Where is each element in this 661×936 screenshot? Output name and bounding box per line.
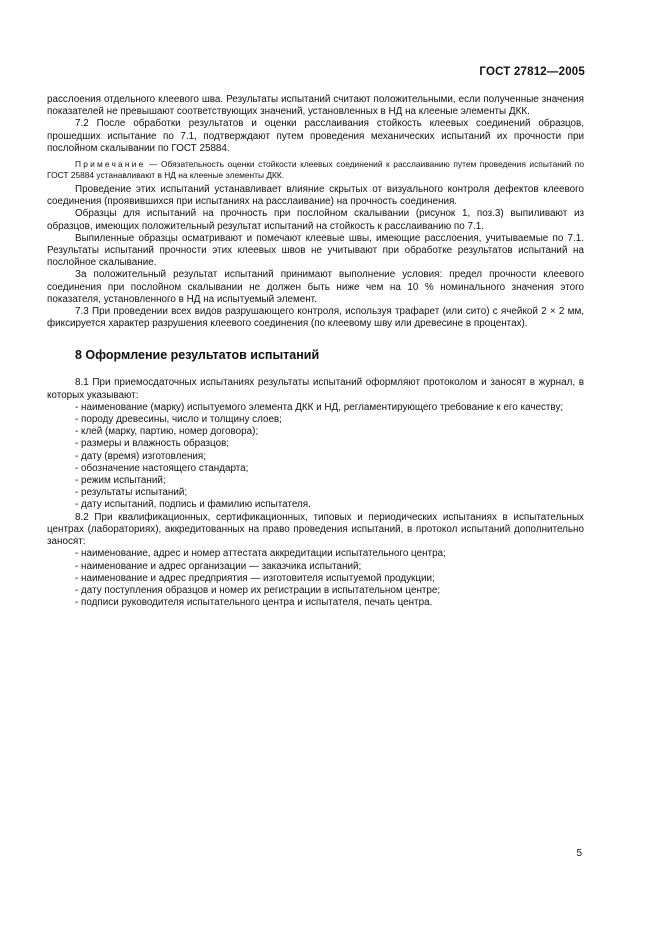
list-item: - размеры и влажность образцов;: [75, 438, 230, 450]
paragraph-7-2: 7.2 После обработки результатов и оценки расслаивания стойкость клеевых соединений образцов, прошедших испытание по 7.1, подтверждают путем проведения механических испытаний их прочности при послойном скалывании по ГОСТ 25884.: [47, 118, 584, 154]
list-item: - наименование, адрес и номер аттестата аккредитации испытательного центра;: [75, 548, 446, 560]
paragraph: Образцы для испытаний на прочность при послойном скалывании (рисунок 1, поз.3) выпиливают из образцов, имеющих положительный результат испытаний на стойкость к расслаиванию по 7.1.: [47, 208, 584, 232]
list-item: - обозначение настоящего стандарта;: [75, 462, 249, 474]
paragraph-7-3: 7.3 При проведении всех видов разрушающего контроля, используя трафарет (или сито) с ячейкой 2 × 2 мм, фиксируется характер разрушения клеевого соединения (по клеевому шву или древесине в процентах).: [47, 306, 584, 330]
list-item: - дату испытаний, подпись и фамилию испытателя.: [75, 499, 311, 511]
paragraph-8-1: 8.1 При приемосдаточных испытаниях результаты испытаний оформляют протоколом и заносят в журнал, в которых указывают:: [47, 377, 584, 401]
list-item: - породу древесины, число и толщину слоев;: [75, 414, 282, 426]
list-item: - подписи руководителя испытательного центра и испытателя, печать центра.: [75, 597, 433, 609]
paragraph: За положительный результат испытаний принимают выполнение условия: предел прочности клеевого соединения при послойном скалывании не должен быть ниже чем на 10 % номинального значения этого показателя, установленного в НД на испытуемый элемент.: [47, 269, 584, 305]
page-number: 5: [576, 848, 582, 859]
list-item: - дату поступления образцов и номер их регистрации в испытательном центре;: [75, 584, 441, 596]
standard-code: ГОСТ 27812—2005: [479, 66, 585, 78]
list-item: - результаты испытаний;: [75, 487, 188, 499]
paragraph: Проведение этих испытаний устанавливает влияние скрытых от визуального контроля дефектов клеевого соединения (проявившихся при испытаниях на расслаивание) на прочность соединения.: [47, 184, 584, 208]
paragraph: Выпиленные образцы осматривают и помечают клеевые швы, имеющие расслоения, учитываемые по 7.1. Результаты испытаний прочности этих клеевых швов не учитывают при обработке результатов испытаний на послойное скалывание.: [47, 232, 584, 269]
section-title: 8 Оформление результатов испытаний: [75, 348, 320, 363]
note-text: — Обязательность оценки стойкости клеевых соединений к расслаиванию путем проведения испытаний по ГОСТ 25884 устанавливают в НД на клееные элементы ДКК.: [47, 159, 584, 181]
note: [47, 159, 584, 181]
list-item: - дату (время) изготовления;: [75, 450, 207, 462]
list-item: - наименование и адрес организации — заказчика испытаний;: [75, 560, 362, 572]
note-label: Примечание: [75, 159, 146, 170]
list-item: - режим испытаний;: [75, 475, 166, 487]
list-item: - клей (марку, партию, номер договора);: [75, 426, 259, 438]
body-text: [47, 94, 584, 609]
list-item: - наименование (марку) испытуемого элемента ДКК и НД, регламентирующего требование к его качеству;: [75, 401, 564, 413]
paragraph: расслоения отдельного клеевого шва. Результаты испытаний считают положительными, если полученные значения показателей не превышают соответствующих значений, установленных в НД на клееные элементы ДКК.: [47, 94, 584, 118]
list-item: - наименование и адрес предприятия — изготовителя испытуемой продукции;: [75, 572, 435, 584]
paragraph-8-2: 8.2 При квалификационных, сертификационных, типовых и периодических испытаниях в испытательных центрах (лабораториях), аккредитованных на право проведения испытаний, в протокол испытаний дополнительно заносят:: [47, 511, 584, 548]
